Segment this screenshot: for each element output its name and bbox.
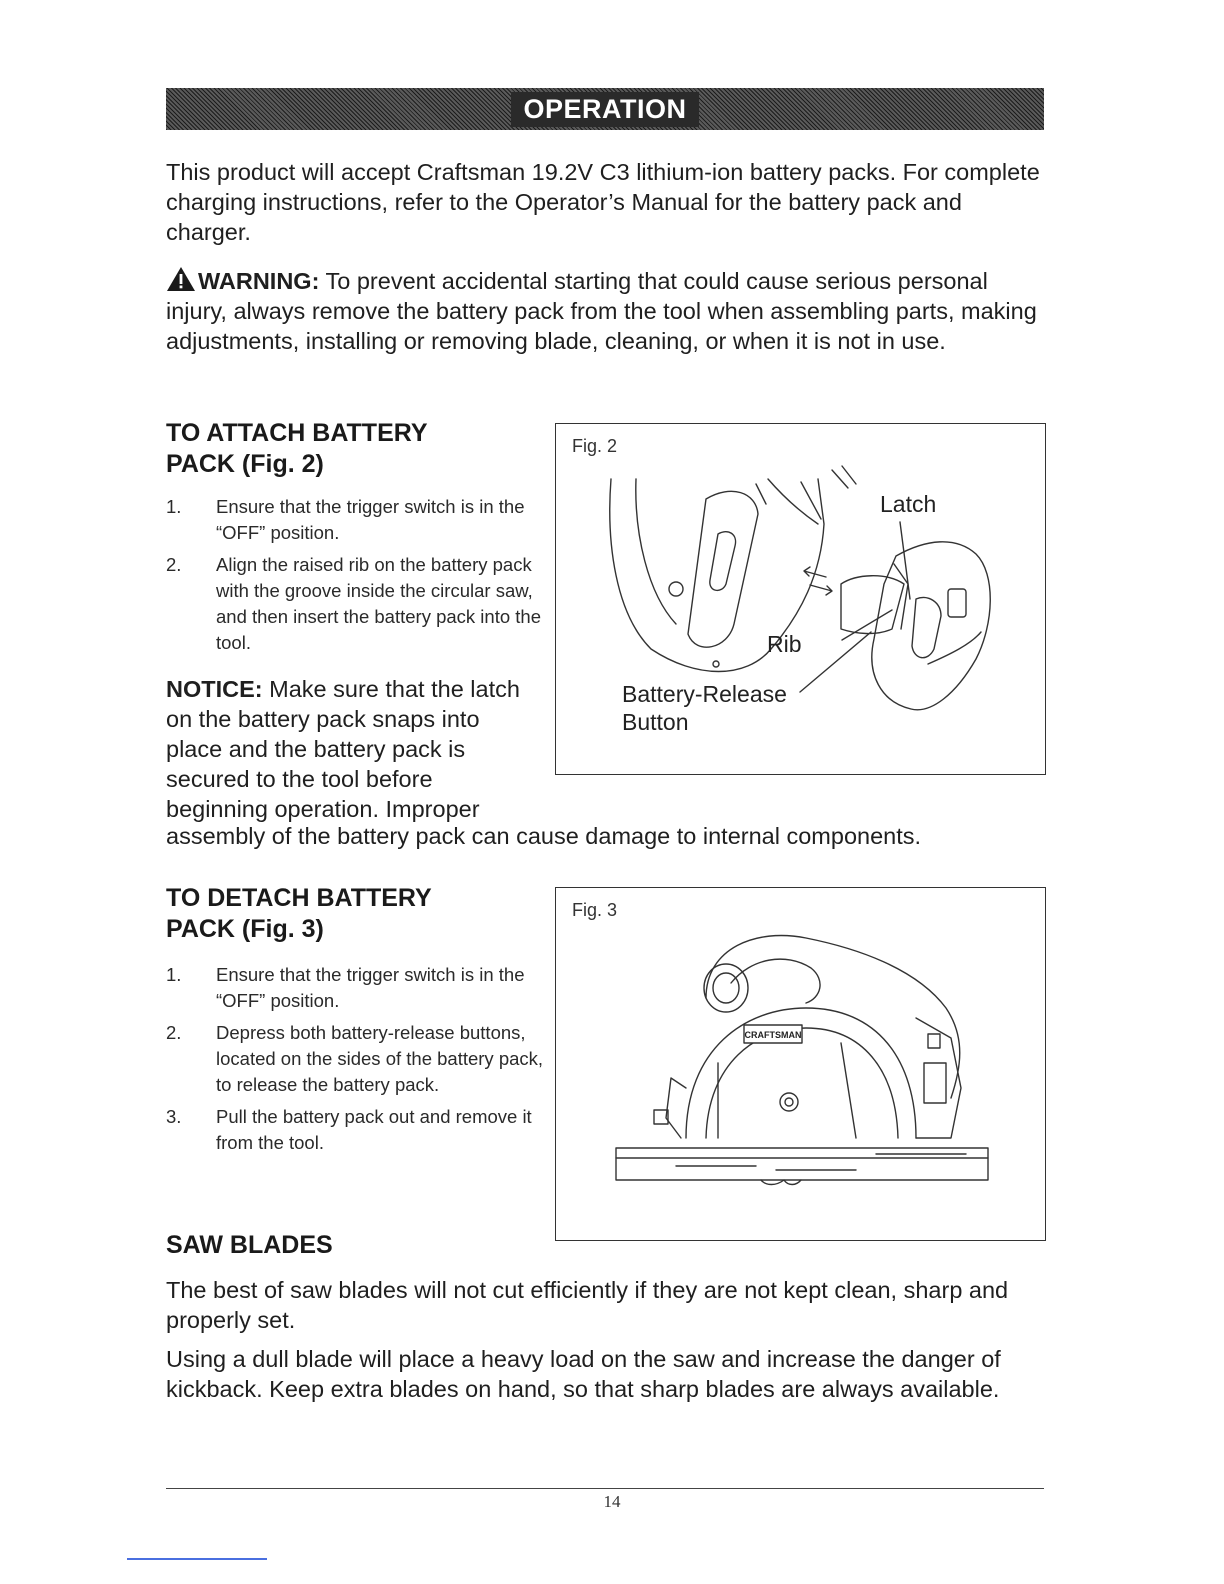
step-text: Ensure that the trigger switch is in the “OFF” position. [216,496,525,543]
step-number: 3. [166,1106,182,1127]
list-item [166,962,546,1014]
step-text: Ensure that the trigger switch is in the “OFF” position. [216,964,525,1011]
battery-release-callout-line2: Button [622,709,689,735]
notice-paragraph [166,674,526,824]
detach-steps [166,962,546,1162]
step-number: 1. [166,496,182,517]
step-number: 2. [166,1022,182,1043]
list-item [166,552,546,656]
notice-continuation: assembly of the battery pack can cause damage to internal components. [166,823,922,849]
warning-triangle-icon [166,266,196,292]
warning-label: WARNING: [198,268,320,294]
saw-blades-heading: SAW BLADES [166,1231,333,1259]
detach-heading-line1: TO DETACH BATTERY [166,884,432,912]
detach-heading-line2: PACK (Fig. 3) [166,915,324,943]
edge-underline [127,1558,267,1560]
rib-callout: Rib [767,631,802,657]
figure-2-label: Fig. 2 [572,436,618,456]
footer-divider [166,1488,1044,1489]
list-item [166,1104,546,1156]
figure-3 [555,887,1046,1241]
attach-heading-line2: PACK (Fig. 2) [166,450,324,478]
saw-blades-paragraph-2: Using a dull blade will place a heavy load on the saw and increase the danger of kickback. Keep extra blades on hand, so that sharp blades are always available. [166,1346,1001,1402]
brand-label: CRAFTSMAN [744,1030,802,1040]
step-text: Pull the battery pack out and remove it from the tool. [216,1106,532,1153]
figure-3-label: Fig. 3 [572,900,618,920]
step-text: Align the raised rib on the battery pack with the groove inside the circular saw, and then insert the battery pack into the tool. [216,554,541,653]
list-item [166,494,546,546]
notice-label: NOTICE: [166,676,263,702]
circular-saw-illustration [556,888,1045,1240]
step-number: 1. [166,964,182,985]
latch-callout: Latch [880,491,937,517]
section-title: OPERATION [511,92,698,127]
section-banner [166,88,1044,130]
attach-heading-line1: TO ATTACH BATTERY [166,419,428,447]
battery-release-callout [622,680,787,736]
saw-blades-paragraph-1: The best of saw blades will not cut efficiently if they are not kept clean, sharp and properly set. [166,1277,1009,1333]
figure-2 [555,423,1046,775]
detach-heading [166,883,432,945]
attach-heading [166,418,428,480]
intro-paragraph: This product will accept Craftsman 19.2V C3 lithium-ion battery packs. For complete charging instructions, refer to the Operator’s Manual for the battery pack and charger. [166,159,1040,245]
warning-text: To prevent accidental starting that could cause serious personal injury, always remove the battery pack from the tool when assembling parts, making adjustments, installing or removing blade, cleaning, or when it is not in use. [166,268,1037,354]
step-number: 2. [166,554,182,575]
list-item [166,1020,546,1098]
warning-paragraph [166,266,1046,356]
page-number: 14 [603,1492,621,1511]
battery-release-callout-line1: Battery-Release [622,681,787,707]
step-text: Depress both battery-release buttons, located on the sides of the battery pack, to release the battery pack. [216,1022,544,1095]
notice-text: Make sure that the latch on the battery pack snaps into place and the battery pack is secured to the tool before beginning operation. Improper [166,676,520,822]
attach-steps [166,494,546,662]
